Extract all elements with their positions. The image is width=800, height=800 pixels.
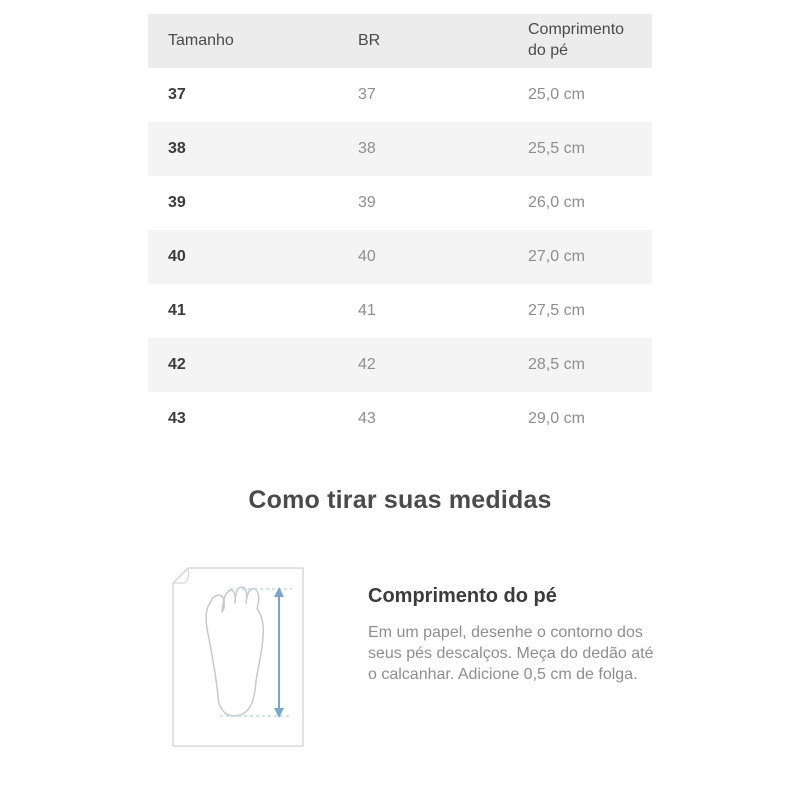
section-title: Como tirar suas medidas xyxy=(248,486,552,514)
br-value: 42 xyxy=(358,355,376,373)
size-table xyxy=(148,14,652,446)
size-value: 42 xyxy=(168,355,186,373)
table-row xyxy=(148,176,652,230)
length-value: 27,0 cm xyxy=(528,247,585,265)
br-value: 38 xyxy=(358,139,376,157)
col-header-comprimento: Comprimento do pé xyxy=(528,21,625,59)
length-value: 25,5 cm xyxy=(528,139,585,157)
table-row xyxy=(148,284,652,338)
size-value: 37 xyxy=(168,85,186,103)
table-row xyxy=(148,68,652,122)
col-header-tamanho: Tamanho xyxy=(168,31,234,49)
paper-fold-corner xyxy=(174,569,189,584)
measure-section xyxy=(140,559,660,760)
length-value: 27,5 cm xyxy=(528,301,585,319)
table-header-row xyxy=(148,14,652,68)
length-value: 25,0 cm xyxy=(528,85,585,103)
table-row xyxy=(148,122,652,176)
br-value: 37 xyxy=(358,85,376,103)
measure-description: Em um papel, desenhe o contorno dos seus pés descalços. Meça do dedão até o calcanhar. Adicione 0,5 cm de folga. xyxy=(368,624,654,683)
foot-outline-icon xyxy=(164,559,316,755)
br-value: 39 xyxy=(358,193,376,211)
br-value: 40 xyxy=(358,247,376,265)
length-value: 29,0 cm xyxy=(528,409,585,427)
size-value: 40 xyxy=(168,247,186,265)
size-value: 41 xyxy=(168,301,186,319)
size-value: 39 xyxy=(168,193,186,211)
table-row xyxy=(148,392,652,446)
col-header-br: BR xyxy=(358,31,381,49)
br-value: 41 xyxy=(358,301,376,319)
size-value: 38 xyxy=(168,139,186,157)
measure-text-block xyxy=(368,559,654,685)
size-value: 43 xyxy=(168,409,186,427)
table-row xyxy=(148,338,652,392)
br-value: 43 xyxy=(358,409,376,427)
length-value: 28,5 cm xyxy=(528,355,585,373)
table-row xyxy=(148,230,652,284)
measure-heading: Comprimento do pé xyxy=(368,585,557,607)
foot-measure-illustration xyxy=(164,559,316,760)
length-value: 26,0 cm xyxy=(528,193,585,211)
